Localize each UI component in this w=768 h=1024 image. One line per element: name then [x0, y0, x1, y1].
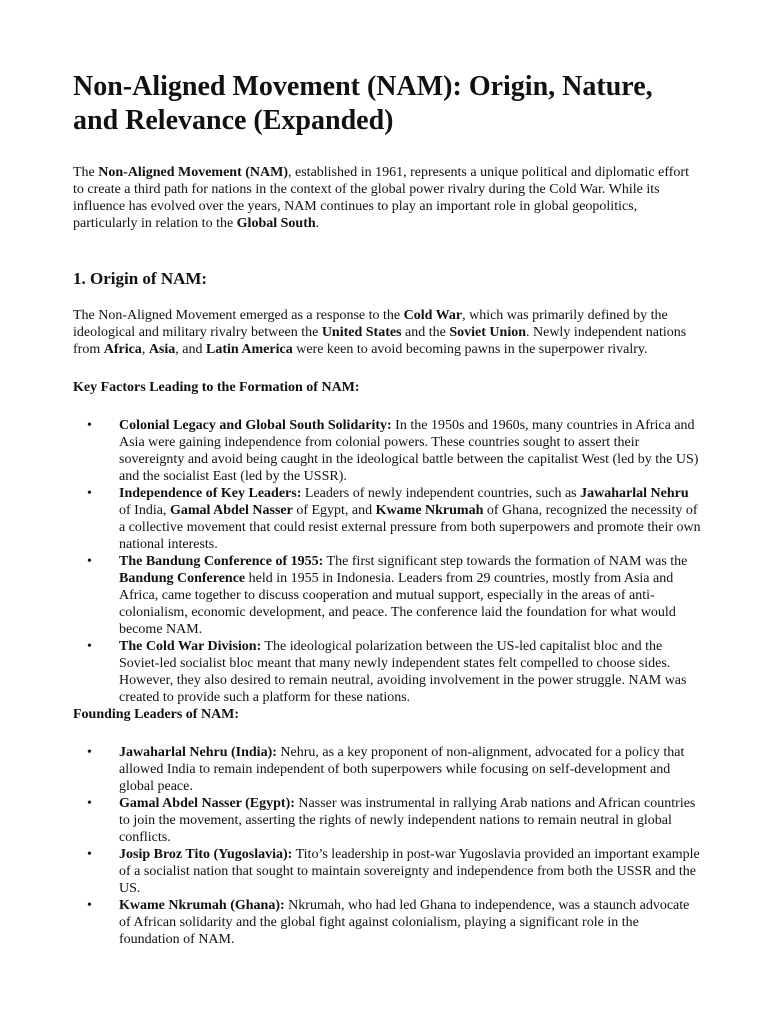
key-factors-list — [73, 417, 701, 706]
bold-term: Soviet Union — [449, 325, 526, 340]
founding-leaders-list — [73, 744, 701, 948]
list-item: • Gamal Abdel Nasser (Egypt): Nasser was instrumental in rallying Arab nations and African countries to join the movement, asserting the rights of newly independent nations to remain neutral in global conflicts. — [87, 796, 696, 845]
intro-paragraph: The Non-Aligned Movement (NAM), established in 1961, represents a unique political and diplomatic effort to create a third path for nations in the context of the global power rivalry during the Cold War. While its influence has evolved over the years, NAM continues to play an important role in global geopolitics, particularly in relation to the Global South. — [73, 165, 689, 231]
bold-term: United States — [321, 325, 402, 340]
bullet-icon: • — [87, 847, 92, 862]
bullet-icon: • — [87, 639, 92, 654]
bold-term: The Bandung Conference of 1955: — [119, 554, 324, 569]
list-item: • Kwame Nkrumah (Ghana): Nkrumah, who had led Ghana to independence, was a staunch advocate of African solidarity and the global fight against colonialism, playing a significant role in the foundation of NAM. — [87, 898, 690, 947]
bold-term: Bandung Conference — [119, 571, 246, 586]
bullet-icon: • — [87, 745, 92, 760]
bold-term: Jawaharlal Nehru — [580, 486, 689, 501]
list-item: • The Bandung Conference of 1955: The first significant step towards the formation of NAM was the Bandung Conference held in 1955 in Indonesia. Leaders from 29 countries, mostly from Asia and Africa, came together to discuss cooperation and mutual support, especially in the areas of anti-colonialism, economic development, and peace. The conference laid the foundation for what would become NAM. — [87, 554, 688, 637]
bold-term: Global South — [236, 216, 316, 231]
key-factors-heading: Key Factors Leading to the Formation of NAM: — [73, 380, 360, 395]
bold-term: Gamal Abdel Nasser — [169, 503, 293, 518]
bold-term: Kwame Nkrumah — [375, 503, 484, 518]
bold-term: Asia — [148, 342, 176, 357]
list-item: • Josip Broz Tito (Yugoslavia): Tito’s leadership in post-war Yugoslavia provided an important example of a socialist nation that sought to maintain sovereignty and independence from both the USSR and the US. — [87, 847, 700, 896]
list-item: • The Cold War Division: The ideological polarization between the US-led capitalist bloc and the Soviet-led socialist bloc meant that many newly independent states felt compelled to choose sides. However, they also desired to remain neutral, avoiding involvement in the power struggle. NAM was created to provide such a platform for these nations. — [87, 639, 687, 705]
bold-term: Colonial Legacy and Global South Solidarity: — [119, 418, 392, 433]
bold-term: Kwame Nkrumah (Ghana): — [119, 898, 285, 913]
bullet-icon: • — [87, 554, 92, 569]
bullet-icon: • — [87, 486, 92, 501]
bold-term: Cold War — [403, 308, 463, 323]
bold-term: Jawaharlal Nehru (India): — [119, 745, 277, 760]
section-heading-origin: 1. Origin of NAM: — [73, 269, 208, 288]
bullet-icon: • — [87, 796, 92, 811]
bold-term: Africa — [103, 342, 142, 357]
founding-leaders-heading: Founding Leaders of NAM: — [73, 707, 240, 722]
origin-paragraph: The Non-Aligned Movement emerged as a response to the Cold War, which was primarily defined by the ideological and military rivalry between the United States and the Soviet Union. Newly independent nations from Africa, Asia, and Latin America were keen to avoid becoming pawns in the superpower rivalry. — [73, 308, 687, 357]
document-title: Non-Aligned Movement (NAM): Origin, Nature, and Relevance (Expanded) — [73, 71, 653, 136]
document-page — [73, 70, 701, 948]
bold-term: Independence of Key Leaders: — [119, 486, 302, 501]
list-item: • Jawaharlal Nehru (India): Nehru, as a key proponent of non-alignment, advocated for a policy that allowed India to remain independent of both superpowers while focusing on self-development and global peace. — [87, 745, 685, 794]
bold-term: Non-Aligned Movement (NAM) — [98, 165, 289, 180]
bold-term: Gamal Abdel Nasser (Egypt): — [119, 796, 295, 811]
list-item: • Colonial Legacy and Global South Solidarity: In the 1950s and 1960s, many countries in Africa and Asia were gaining independence from colonial powers. These countries sought to assert their sovereignty and avoid being caught in the ideological battle between the capitalist West (led by the US) and the socialist East (led by the USSR). — [87, 418, 699, 484]
bullet-icon: • — [87, 418, 92, 433]
bold-term: The Cold War Division: — [119, 639, 262, 654]
bullet-icon: • — [87, 898, 92, 913]
list-item: • Independence of Key Leaders: Leaders of newly independent countries, such as Jawaharlal Nehru of India, Gamal Abdel Nasser of Egypt, and Kwame Nkrumah of Ghana, recognized the necessity of a collective movement that could resist external pressure from both superpowers and promote their own national interests. — [87, 486, 701, 552]
bold-term: Latin America — [205, 342, 293, 357]
bold-term: Josip Broz Tito (Yugoslavia): — [119, 847, 293, 862]
